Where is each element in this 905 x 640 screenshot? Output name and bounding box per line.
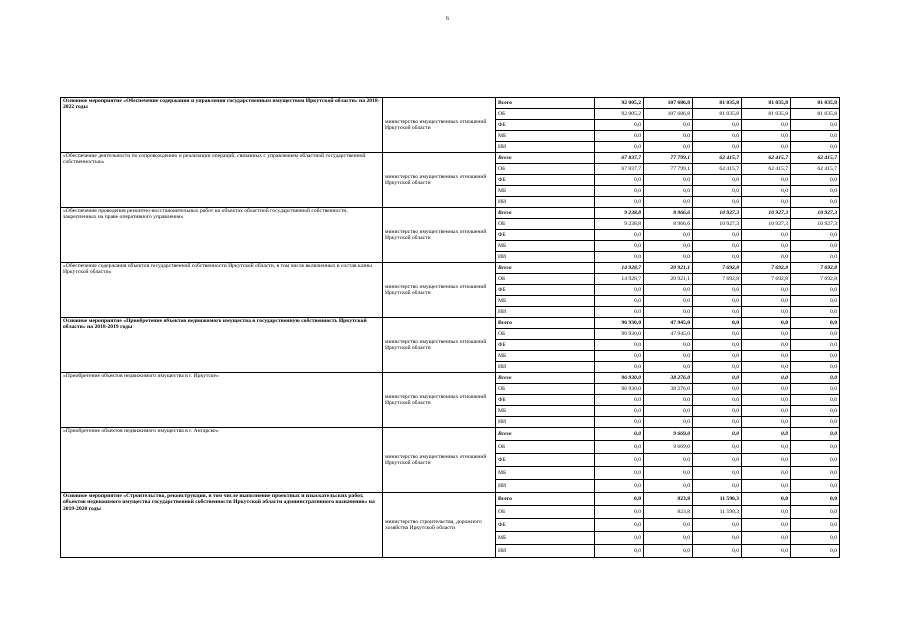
amount-cell: 0,0 <box>791 467 840 480</box>
amount-cell: 0,0 <box>791 441 840 454</box>
funding-source: ФБ <box>496 395 595 406</box>
amount-cell: 0,0 <box>693 351 742 362</box>
amount-cell: 77 799,1 <box>644 153 693 164</box>
amount-cell: 0,0 <box>791 351 840 362</box>
amount-cell: 0,0 <box>595 351 644 362</box>
amount-cell: 92 005,2 <box>595 109 644 120</box>
amount-cell: 0,0 <box>791 252 840 263</box>
amount-cell: 0,0 <box>693 197 742 208</box>
amount-cell: 96 930,0 <box>595 384 644 395</box>
amount-cell: 0,0 <box>693 545 742 558</box>
amount-cell: 0,0 <box>791 142 840 153</box>
amount-cell: 0,0 <box>791 197 840 208</box>
measure-title: «Обеспечение проведения ремонтно-восстановительных работ на объектах областной государственной собственности, закрепленных на праве оперативного управления» <box>61 208 383 263</box>
funding-source: МБ <box>496 131 595 142</box>
amount-cell: 0,0 <box>595 454 644 467</box>
amount-cell: 7 692,8 <box>693 263 742 274</box>
funding-source: ОБ <box>496 329 595 340</box>
amount-cell: 0,0 <box>644 197 693 208</box>
amount-cell: 0,0 <box>644 417 693 428</box>
amount-cell: 9 669,0 <box>644 428 693 441</box>
amount-cell: 92 005,2 <box>595 98 644 109</box>
amount-cell: 62 415,7 <box>791 153 840 164</box>
budget-table <box>60 97 840 558</box>
amount-cell: 11 590,3 <box>693 493 742 506</box>
amount-cell: 0,0 <box>595 252 644 263</box>
amount-cell: 0,0 <box>693 252 742 263</box>
amount-cell: 96 930,0 <box>595 318 644 329</box>
amount-cell: 0,0 <box>791 340 840 351</box>
amount-cell: 0,0 <box>742 142 791 153</box>
table-row <box>61 263 840 274</box>
funding-source: МБ <box>496 467 595 480</box>
amount-cell: 9 238,8 <box>595 219 644 230</box>
responsible-org: министерство имущественных отношений Иркутской области <box>383 98 496 153</box>
page-number: 6 <box>446 16 449 22</box>
amount-cell: 96 930,0 <box>595 329 644 340</box>
amount-cell: 0,0 <box>742 519 791 532</box>
amount-cell: 0,0 <box>742 131 791 142</box>
amount-cell: 0,0 <box>644 142 693 153</box>
amount-cell: 0,0 <box>644 186 693 197</box>
amount-cell: 0,0 <box>644 467 693 480</box>
table-row <box>61 153 840 164</box>
amount-cell: 0,0 <box>595 230 644 241</box>
amount-cell: 0,0 <box>595 285 644 296</box>
responsible-org: министерство строительства, дорожного хозяйства Иркутской области <box>383 493 496 558</box>
amount-cell: 0,0 <box>595 340 644 351</box>
amount-cell: 0,0 <box>791 131 840 142</box>
amount-cell: 0,0 <box>742 252 791 263</box>
funding-source: ИИ <box>496 142 595 153</box>
responsible-org: министерство имущественных отношений Иркутской области <box>383 208 496 263</box>
funding-source: ИИ <box>496 197 595 208</box>
amount-cell: 62 415,7 <box>693 153 742 164</box>
amount-cell: 14 928,7 <box>595 274 644 285</box>
amount-cell: 0,0 <box>693 519 742 532</box>
table-row <box>61 208 840 219</box>
amount-cell: 0,0 <box>742 230 791 241</box>
amount-cell: 8 966,6 <box>644 208 693 219</box>
amount-cell: 0,0 <box>791 329 840 340</box>
amount-cell: 0,0 <box>742 351 791 362</box>
amount-cell: 0,0 <box>742 467 791 480</box>
funding-source: ФБ <box>496 519 595 532</box>
amount-cell: 7 692,8 <box>791 274 840 285</box>
funding-source: ОБ <box>496 384 595 395</box>
amount-cell: 9 238,8 <box>595 208 644 219</box>
funding-source: ФБ <box>496 230 595 241</box>
amount-cell: 0,0 <box>693 532 742 545</box>
amount-cell: 0,0 <box>742 120 791 131</box>
responsible-org: министерство имущественных отношений Иркутской области <box>383 373 496 428</box>
funding-source: Всего <box>496 373 595 384</box>
amount-cell: 0,0 <box>595 175 644 186</box>
funding-source: МБ <box>496 406 595 417</box>
amount-cell: 0,0 <box>644 340 693 351</box>
amount-cell: 81 035,8 <box>791 109 840 120</box>
funding-source: ОБ <box>496 441 595 454</box>
amount-cell: 0,0 <box>742 506 791 519</box>
amount-cell: 0,0 <box>742 441 791 454</box>
amount-cell: 81 035,8 <box>791 98 840 109</box>
amount-cell: 10 927,3 <box>742 219 791 230</box>
amount-cell: 0,0 <box>791 285 840 296</box>
funding-source: ИИ <box>496 252 595 263</box>
amount-cell: 0,0 <box>742 241 791 252</box>
measure-title: Основное мероприятие «Обеспечение содержания и управления государственным имуществом Иркутской области» на 2018-2022 годы <box>61 98 383 153</box>
amount-cell: 0,0 <box>742 532 791 545</box>
amount-cell: 0,0 <box>791 384 840 395</box>
amount-cell: 0,0 <box>742 329 791 340</box>
amount-cell: 67 837,7 <box>595 164 644 175</box>
funding-source: ФБ <box>496 340 595 351</box>
amount-cell: 0,0 <box>693 186 742 197</box>
amount-cell: 0,0 <box>791 428 840 441</box>
amount-cell: 0,0 <box>693 318 742 329</box>
amount-cell: 0,0 <box>693 241 742 252</box>
amount-cell: 0,0 <box>693 142 742 153</box>
amount-cell: 0,0 <box>693 467 742 480</box>
amount-cell: 0,0 <box>644 252 693 263</box>
amount-cell: 0,0 <box>693 454 742 467</box>
amount-cell: 67 837,7 <box>595 153 644 164</box>
amount-cell: 0,0 <box>693 395 742 406</box>
amount-cell: 10 927,3 <box>693 219 742 230</box>
amount-cell: 14 928,7 <box>595 263 644 274</box>
responsible-org: министерство имущественных отношений Иркутской области <box>383 428 496 493</box>
amount-cell: 62 415,7 <box>693 164 742 175</box>
amount-cell: 0,0 <box>742 454 791 467</box>
amount-cell: 10 927,3 <box>791 219 840 230</box>
amount-cell: 0,0 <box>693 373 742 384</box>
amount-cell: 0,0 <box>742 296 791 307</box>
funding-source: ИИ <box>496 307 595 318</box>
amount-cell: 0,0 <box>595 197 644 208</box>
amount-cell: 62 415,7 <box>791 164 840 175</box>
amount-cell: 7 692,8 <box>742 274 791 285</box>
amount-cell: 0,0 <box>644 406 693 417</box>
amount-cell: 0,0 <box>791 493 840 506</box>
amount-cell: 107 686,8 <box>644 109 693 120</box>
amount-cell: 0,0 <box>791 519 840 532</box>
amount-cell: 9 669,0 <box>644 441 693 454</box>
amount-cell: 0,0 <box>644 480 693 493</box>
funding-source: ФБ <box>496 175 595 186</box>
amount-cell: 10 927,3 <box>791 208 840 219</box>
amount-cell: 0,0 <box>595 241 644 252</box>
amount-cell: 0,0 <box>791 362 840 373</box>
amount-cell: 0,0 <box>742 362 791 373</box>
amount-cell: 0,0 <box>693 428 742 441</box>
funding-source: ОБ <box>496 164 595 175</box>
funding-source: ИИ <box>496 480 595 493</box>
amount-cell: 0,0 <box>693 441 742 454</box>
amount-cell: 0,0 <box>644 241 693 252</box>
amount-cell: 0,0 <box>595 362 644 373</box>
amount-cell: 20 921,1 <box>644 274 693 285</box>
amount-cell: 0,0 <box>693 175 742 186</box>
amount-cell: 0,0 <box>791 120 840 131</box>
funding-source: ФБ <box>496 120 595 131</box>
amount-cell: 0,0 <box>644 120 693 131</box>
amount-cell: 0,0 <box>644 131 693 142</box>
amount-cell: 0,0 <box>644 230 693 241</box>
amount-cell: 0,0 <box>791 307 840 318</box>
amount-cell: 0,0 <box>742 384 791 395</box>
amount-cell: 96 930,0 <box>595 373 644 384</box>
amount-cell: 107 686,8 <box>644 98 693 109</box>
funding-source: ОБ <box>496 274 595 285</box>
amount-cell: 0,0 <box>791 186 840 197</box>
funding-source: ФБ <box>496 454 595 467</box>
amount-cell: 0,0 <box>742 318 791 329</box>
funding-source: Всего <box>496 208 595 219</box>
amount-cell: 0,0 <box>742 307 791 318</box>
amount-cell: 0,0 <box>791 545 840 558</box>
responsible-org: министерство имущественных отношений Иркутской области <box>383 263 496 318</box>
measure-title: «Приобретение объектов недвижимого имущества в г. Ангарске» <box>61 428 383 493</box>
amount-cell: 0,0 <box>742 175 791 186</box>
funding-source: ФБ <box>496 285 595 296</box>
funding-source: ОБ <box>496 109 595 120</box>
amount-cell: 0,0 <box>595 480 644 493</box>
amount-cell: 0,0 <box>693 296 742 307</box>
amount-cell: 0,0 <box>595 506 644 519</box>
measure-title: «Обеспечение деятельности по сопровождению и реализации операций, связанных с управлением областной государственной собственностью» <box>61 153 383 208</box>
amount-cell: 0,0 <box>644 545 693 558</box>
amount-cell: 0,0 <box>742 395 791 406</box>
funding-source: МБ <box>496 296 595 307</box>
funding-source: МБ <box>496 351 595 362</box>
amount-cell: 0,0 <box>595 296 644 307</box>
amount-cell: 0,0 <box>644 296 693 307</box>
amount-cell: 0,0 <box>791 506 840 519</box>
amount-cell: 7 692,8 <box>742 263 791 274</box>
amount-cell: 0,0 <box>693 384 742 395</box>
amount-cell: 0,0 <box>644 395 693 406</box>
amount-cell: 0,0 <box>595 417 644 428</box>
amount-cell: 11 590,3 <box>693 506 742 519</box>
amount-cell: 0,0 <box>693 120 742 131</box>
amount-cell: 0,0 <box>595 493 644 506</box>
amount-cell: 0,0 <box>644 285 693 296</box>
amount-cell: 0,0 <box>595 142 644 153</box>
amount-cell: 81 035,8 <box>742 98 791 109</box>
amount-cell: 0,0 <box>644 175 693 186</box>
funding-source: МБ <box>496 532 595 545</box>
funding-source: ОБ <box>496 506 595 519</box>
amount-cell: 823,8 <box>644 506 693 519</box>
funding-source: Всего <box>496 263 595 274</box>
amount-cell: 8 966,6 <box>644 219 693 230</box>
amount-cell: 0,0 <box>595 120 644 131</box>
amount-cell: 0,0 <box>791 406 840 417</box>
amount-cell: 0,0 <box>595 395 644 406</box>
funding-source: ИИ <box>496 362 595 373</box>
amount-cell: 0,0 <box>791 318 840 329</box>
amount-cell: 81 035,8 <box>742 109 791 120</box>
funding-source: Всего <box>496 493 595 506</box>
table-row <box>61 493 840 506</box>
funding-source: ИИ <box>496 417 595 428</box>
amount-cell: 0,0 <box>693 307 742 318</box>
amount-cell: 0,0 <box>791 296 840 307</box>
amount-cell: 10 927,3 <box>693 208 742 219</box>
amount-cell: 38 276,0 <box>644 384 693 395</box>
amount-cell: 81 035,8 <box>693 98 742 109</box>
funding-source: Всего <box>496 98 595 109</box>
amount-cell: 62 415,7 <box>742 164 791 175</box>
amount-cell: 0,0 <box>595 406 644 417</box>
amount-cell: 47 945,0 <box>644 318 693 329</box>
amount-cell: 20 921,1 <box>644 263 693 274</box>
amount-cell: 0,0 <box>791 532 840 545</box>
measure-title: Основное мероприятие «Приобретение объектов недвижимого имущества в государственную собственность Иркутской области» на 2018-2019 годы <box>61 318 383 373</box>
amount-cell: 0,0 <box>693 362 742 373</box>
amount-cell: 10 927,3 <box>742 208 791 219</box>
amount-cell: 0,0 <box>693 406 742 417</box>
funding-source: МБ <box>496 241 595 252</box>
amount-cell: 0,0 <box>644 307 693 318</box>
funding-source: ИИ <box>496 545 595 558</box>
amount-cell: 0,0 <box>693 329 742 340</box>
amount-cell: 0,0 <box>742 493 791 506</box>
amount-cell: 0,0 <box>644 362 693 373</box>
amount-cell: 0,0 <box>644 532 693 545</box>
funding-source: Всего <box>496 318 595 329</box>
amount-cell: 47 945,0 <box>644 329 693 340</box>
amount-cell: 0,0 <box>742 417 791 428</box>
amount-cell: 0,0 <box>693 131 742 142</box>
amount-cell: 0,0 <box>693 340 742 351</box>
amount-cell: 77 799,1 <box>644 164 693 175</box>
amount-cell: 0,0 <box>595 307 644 318</box>
amount-cell: 0,0 <box>742 285 791 296</box>
amount-cell: 0,0 <box>644 519 693 532</box>
funding-source: Всего <box>496 153 595 164</box>
amount-cell: 0,0 <box>791 175 840 186</box>
amount-cell: 0,0 <box>742 428 791 441</box>
amount-cell: 823,8 <box>644 493 693 506</box>
table-row <box>61 98 840 109</box>
funding-source: Всего <box>496 428 595 441</box>
amount-cell: 0,0 <box>791 417 840 428</box>
amount-cell: 0,0 <box>595 519 644 532</box>
amount-cell: 7 692,8 <box>693 274 742 285</box>
amount-cell: 0,0 <box>742 545 791 558</box>
amount-cell: 62 415,7 <box>742 153 791 164</box>
amount-cell: 0,0 <box>791 395 840 406</box>
amount-cell: 0,0 <box>595 441 644 454</box>
table-row <box>61 318 840 329</box>
amount-cell: 0,0 <box>644 454 693 467</box>
measure-title: «Обеспечение содержания объектов государственной собственности Иркутской области, в том числе включенных в состав казны Иркутской области» <box>61 263 383 318</box>
amount-cell: 0,0 <box>693 417 742 428</box>
amount-cell: 0,0 <box>742 406 791 417</box>
amount-cell: 0,0 <box>791 373 840 384</box>
amount-cell: 0,0 <box>595 186 644 197</box>
amount-cell: 0,0 <box>693 230 742 241</box>
amount-cell: 0,0 <box>693 285 742 296</box>
responsible-org: министерство имущественных отношений Иркутской области <box>383 318 496 373</box>
amount-cell: 0,0 <box>791 480 840 493</box>
amount-cell: 0,0 <box>595 532 644 545</box>
amount-cell: 0,0 <box>742 186 791 197</box>
amount-cell: 81 035,8 <box>693 109 742 120</box>
amount-cell: 0,0 <box>791 241 840 252</box>
amount-cell: 38 276,0 <box>644 373 693 384</box>
amount-cell: 0,0 <box>742 197 791 208</box>
measure-title: Основное мероприятие «Строительство, реконструкция, в том числе выполнение проектных и изыскательских работ, объектов недвижимого имущества государственной собственности Иркутской области административного назначения» на 2019-2020 годы <box>61 493 383 558</box>
amount-cell: 0,0 <box>595 467 644 480</box>
amount-cell: 0,0 <box>742 373 791 384</box>
funding-source: ОБ <box>496 219 595 230</box>
table-row <box>61 373 840 384</box>
measure-title: «Приобретение объектов недвижимого имущества в г. Иркутске» <box>61 373 383 428</box>
amount-cell: 0,0 <box>693 480 742 493</box>
responsible-org: министерство имущественных отношений Иркутской области <box>383 153 496 208</box>
amount-cell: 0,0 <box>644 351 693 362</box>
amount-cell: 0,0 <box>742 340 791 351</box>
amount-cell: 0,0 <box>595 428 644 441</box>
funding-source: МБ <box>496 186 595 197</box>
amount-cell: 0,0 <box>742 480 791 493</box>
amount-cell: 0,0 <box>791 230 840 241</box>
amount-cell: 0,0 <box>791 454 840 467</box>
table-row <box>61 428 840 441</box>
amount-cell: 0,0 <box>595 545 644 558</box>
amount-cell: 7 692,8 <box>791 263 840 274</box>
amount-cell: 0,0 <box>595 131 644 142</box>
